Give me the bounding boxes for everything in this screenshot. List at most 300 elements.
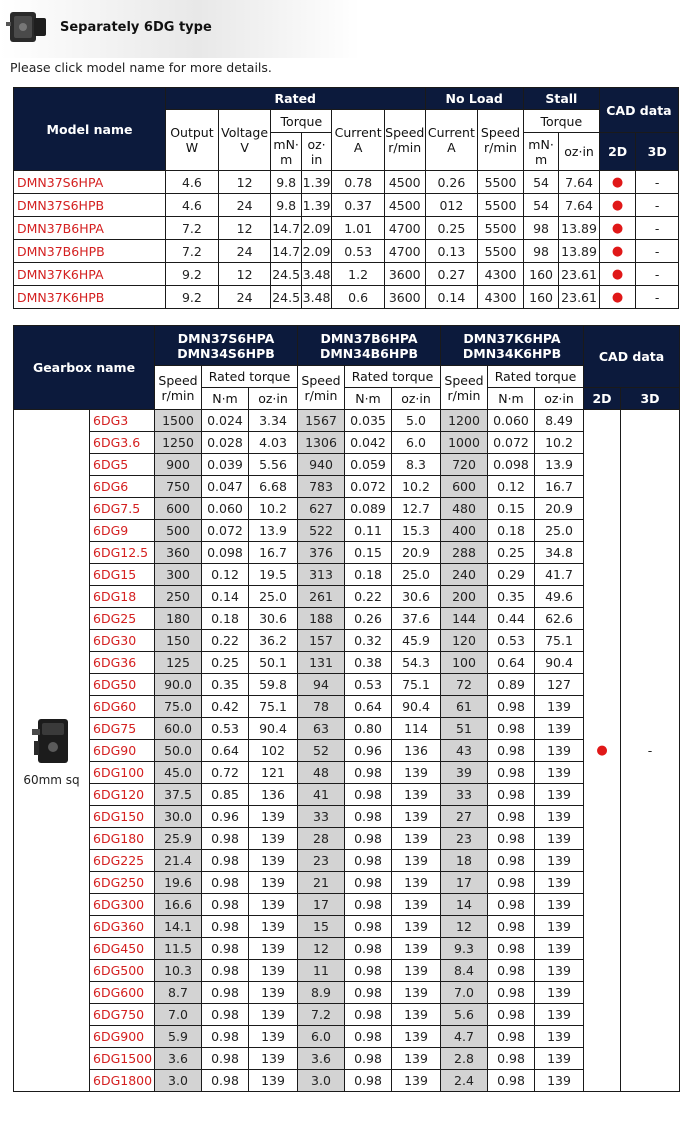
speed-k-value: 240 xyxy=(441,564,488,586)
stall-mnm-value: 160 xyxy=(523,263,558,286)
ozin-k-value: 139 xyxy=(535,828,584,850)
nm-k-value: 0.98 xyxy=(488,762,535,784)
speed-b-value: 3.0 xyxy=(298,1070,345,1092)
speed-k-value: 12 xyxy=(441,916,488,938)
speed-s-value: 19.6 xyxy=(155,872,202,894)
nm-b-value: 0.98 xyxy=(345,894,392,916)
torque-mnm-value: 24.5 xyxy=(271,263,301,286)
speed-b-value: 3.6 xyxy=(298,1048,345,1070)
header-rated-torque-s: Rated torque xyxy=(202,366,298,388)
voltage-value: 24 xyxy=(218,194,271,217)
header-voltage: Voltage V xyxy=(218,110,271,171)
speed-s-value: 500 xyxy=(155,520,202,542)
ozin-b-value: 114 xyxy=(392,718,441,740)
nm-s-value: 0.98 xyxy=(202,850,249,872)
speed-k-value: 23 xyxy=(441,828,488,850)
cad-2d-link[interactable]: ● xyxy=(599,194,635,217)
ozin-s-value: 50.1 xyxy=(249,652,298,674)
current-value: 1.01 xyxy=(332,217,385,240)
speed-value: 4500 xyxy=(384,194,425,217)
model-name-link[interactable]: DMN37B6HPA xyxy=(14,217,166,240)
cad-3d-value: - xyxy=(636,217,679,240)
nm-b-value: 0.98 xyxy=(345,806,392,828)
nm-s-value: 0.96 xyxy=(202,806,249,828)
speed-b-value: 188 xyxy=(298,608,345,630)
speed-k-value: 7.0 xyxy=(441,982,488,1004)
ozin-s-value: 121 xyxy=(249,762,298,784)
nm-k-value: 0.98 xyxy=(488,916,535,938)
table-row xyxy=(14,608,680,630)
speed-s-value: 150 xyxy=(155,630,202,652)
nm-s-value: 0.42 xyxy=(202,696,249,718)
ozin-k-value: 139 xyxy=(535,916,584,938)
gearbox-name-link[interactable]: 6DG360 xyxy=(90,916,155,938)
gearbox-name-link[interactable]: 6DG180 xyxy=(90,828,155,850)
stall-ozin-value: 23.61 xyxy=(559,263,600,286)
model-name-link[interactable]: DMN37S6HPA xyxy=(14,171,166,194)
table-row xyxy=(14,784,680,806)
gearbox-product-photo xyxy=(30,715,74,767)
gearbox-name-link[interactable]: 6DG1500 xyxy=(90,1048,155,1070)
ozin-s-value: 59.8 xyxy=(249,674,298,696)
ozin-k-value: 139 xyxy=(535,960,584,982)
speed-b-value: 21 xyxy=(298,872,345,894)
table-row xyxy=(14,894,680,916)
nm-k-value: 0.98 xyxy=(488,982,535,1004)
nm-b-value: 0.15 xyxy=(345,542,392,564)
current-value: 0.78 xyxy=(332,171,385,194)
cad-2d-link[interactable]: ● xyxy=(599,240,635,263)
ozin-k-value: 8.49 xyxy=(535,410,584,432)
header-ozin-b: oz·in xyxy=(392,388,441,410)
speed-k-value: 288 xyxy=(441,542,488,564)
ozin-s-value: 139 xyxy=(249,1070,298,1092)
ozin-k-value: 62.6 xyxy=(535,608,584,630)
ozin-b-value: 139 xyxy=(392,1048,441,1070)
gearbox-name-link[interactable]: 6DG90 xyxy=(90,740,155,762)
gearbox-name-link[interactable]: 6DG300 xyxy=(90,894,155,916)
table-row xyxy=(14,1004,680,1026)
gearbox-name-link[interactable]: 6DG3 xyxy=(90,410,155,432)
nm-k-value: 0.060 xyxy=(488,410,535,432)
ozin-k-value: 139 xyxy=(535,1026,584,1048)
ozin-b-value: 10.2 xyxy=(392,476,441,498)
nm-s-value: 0.98 xyxy=(202,982,249,1004)
speed-b-value: 11 xyxy=(298,960,345,982)
speed-b-value: 78 xyxy=(298,696,345,718)
nm-k-value: 0.98 xyxy=(488,696,535,718)
ozin-b-value: 139 xyxy=(392,894,441,916)
stall-ozin-value: 23.61 xyxy=(559,286,600,309)
nm-s-value: 0.098 xyxy=(202,542,249,564)
nm-s-value: 0.64 xyxy=(202,740,249,762)
nm-b-value: 0.98 xyxy=(345,784,392,806)
nm-s-value: 0.98 xyxy=(202,1026,249,1048)
ozin-s-value: 139 xyxy=(249,850,298,872)
speed-b-value: 627 xyxy=(298,498,345,520)
motor-spec-table xyxy=(13,87,679,309)
header-nm-b: N·m xyxy=(345,388,392,410)
nm-s-value: 0.12 xyxy=(202,564,249,586)
model-name-link[interactable]: DMN37S6HPB xyxy=(14,194,166,217)
nm-b-value: 0.98 xyxy=(345,1026,392,1048)
nm-s-value: 0.98 xyxy=(202,1004,249,1026)
cad-3d-value: - xyxy=(636,171,679,194)
speed-s-value: 14.1 xyxy=(155,916,202,938)
nm-s-value: 0.039 xyxy=(202,454,249,476)
header-torque-mnm: mN· m xyxy=(271,133,301,171)
gearbox-size-label: 60mm sq xyxy=(23,772,80,787)
gear-cad-2d-link[interactable]: ● xyxy=(584,410,621,1092)
gearbox-name-link[interactable]: 6DG120 xyxy=(90,784,155,806)
ozin-k-value: 20.9 xyxy=(535,498,584,520)
nm-s-value: 0.028 xyxy=(202,432,249,454)
table-row xyxy=(14,1026,680,1048)
table-row xyxy=(14,762,680,784)
speed-k-value: 5.6 xyxy=(441,1004,488,1026)
nm-s-value: 0.72 xyxy=(202,762,249,784)
nm-k-value: 0.98 xyxy=(488,1026,535,1048)
nm-k-value: 0.098 xyxy=(488,454,535,476)
cad-3d-value: - xyxy=(636,194,679,217)
nm-b-value: 0.98 xyxy=(345,960,392,982)
gearbox-name-link[interactable]: 6DG1800 xyxy=(90,1070,155,1092)
stall-mnm-value: 160 xyxy=(523,286,558,309)
torque-mnm-value: 24.5 xyxy=(271,286,301,309)
nm-k-value: 0.072 xyxy=(488,432,535,454)
nm-k-value: 0.25 xyxy=(488,542,535,564)
ozin-b-value: 45.9 xyxy=(392,630,441,652)
table-row xyxy=(14,916,680,938)
gearbox-name-link[interactable]: 6DG12.5 xyxy=(90,542,155,564)
nm-b-value: 0.98 xyxy=(345,1070,392,1092)
nm-b-value: 0.38 xyxy=(345,652,392,674)
ozin-s-value: 139 xyxy=(249,938,298,960)
nm-k-value: 0.98 xyxy=(488,1048,535,1070)
table-row xyxy=(14,938,680,960)
gearbox-name-link[interactable]: 6DG450 xyxy=(90,938,155,960)
stall-mnm-value: 98 xyxy=(523,240,558,263)
speed-k-value: 144 xyxy=(441,608,488,630)
speed-k-value: 1200 xyxy=(441,410,488,432)
speed-k-value: 480 xyxy=(441,498,488,520)
ozin-b-value: 15.3 xyxy=(392,520,441,542)
speed-k-value: 100 xyxy=(441,652,488,674)
ozin-k-value: 139 xyxy=(535,938,584,960)
nm-b-value: 0.98 xyxy=(345,916,392,938)
speed-s-value: 11.5 xyxy=(155,938,202,960)
speed-b-value: 15 xyxy=(298,916,345,938)
ozin-k-value: 13.9 xyxy=(535,454,584,476)
cad-3d-value: - xyxy=(636,263,679,286)
stall-ozin-value: 7.64 xyxy=(559,171,600,194)
ozin-b-value: 139 xyxy=(392,784,441,806)
table-row xyxy=(14,982,680,1004)
table-row xyxy=(14,171,679,194)
speed-s-value: 1500 xyxy=(155,410,202,432)
table-row xyxy=(14,286,679,309)
gearbox-name-link[interactable]: 6DG225 xyxy=(90,850,155,872)
speed-k-value: 39 xyxy=(441,762,488,784)
header-speed-s: Speed r/min xyxy=(155,366,202,410)
ozin-s-value: 90.4 xyxy=(249,718,298,740)
speed-b-value: 41 xyxy=(298,784,345,806)
speed-s-value: 250 xyxy=(155,586,202,608)
gearbox-name-link[interactable]: 6DG36 xyxy=(90,652,155,674)
output-value: 7.2 xyxy=(166,217,219,240)
header-ozin-s: oz·in xyxy=(249,388,298,410)
model-name-link[interactable]: DMN37K6HPA xyxy=(14,263,166,286)
ozin-b-value: 139 xyxy=(392,872,441,894)
ozin-b-value: 139 xyxy=(392,938,441,960)
speed-k-value: 720 xyxy=(441,454,488,476)
output-value: 9.2 xyxy=(166,263,219,286)
ozin-s-value: 139 xyxy=(249,894,298,916)
header-noload-speed: Speed r/min xyxy=(478,110,524,171)
gearbox-name-link[interactable]: 6DG30 xyxy=(90,630,155,652)
table-row xyxy=(14,194,679,217)
ozin-s-value: 10.2 xyxy=(249,498,298,520)
header-current: Current A xyxy=(332,110,385,171)
ozin-s-value: 19.5 xyxy=(249,564,298,586)
table-row xyxy=(14,1070,680,1092)
model-name-link[interactable]: DMN37B6HPB xyxy=(14,240,166,263)
header-ozin-k: oz·in xyxy=(535,388,584,410)
header-stall-ozin: oz·in xyxy=(559,133,600,171)
speed-s-value: 180 xyxy=(155,608,202,630)
speed-s-value: 750 xyxy=(155,476,202,498)
header-gear-cad-3d: 3D xyxy=(621,388,680,410)
nm-b-value: 0.059 xyxy=(345,454,392,476)
nm-b-value: 0.98 xyxy=(345,872,392,894)
table-row xyxy=(14,410,680,432)
nm-b-value: 0.32 xyxy=(345,630,392,652)
torque-ozin-value: 1.39 xyxy=(301,194,331,217)
nm-s-value: 0.98 xyxy=(202,1048,249,1070)
ozin-k-value: 10.2 xyxy=(535,432,584,454)
gearbox-name-link[interactable]: 6DG250 xyxy=(90,872,155,894)
speed-k-value: 600 xyxy=(441,476,488,498)
nm-k-value: 0.98 xyxy=(488,784,535,806)
speed-value: 3600 xyxy=(384,263,425,286)
noload-speed-value: 5500 xyxy=(478,194,524,217)
nm-k-value: 0.98 xyxy=(488,1070,535,1092)
speed-s-value: 50.0 xyxy=(155,740,202,762)
cad-2d-link[interactable]: ● xyxy=(599,286,635,309)
speed-k-value: 61 xyxy=(441,696,488,718)
speed-k-value: 9.3 xyxy=(441,938,488,960)
noload-current-value: 0.25 xyxy=(425,217,478,240)
nm-k-value: 0.89 xyxy=(488,674,535,696)
gearbox-name-link[interactable]: 6DG100 xyxy=(90,762,155,784)
torque-ozin-value: 3.48 xyxy=(301,286,331,309)
table-row xyxy=(14,718,680,740)
header-cad-2d: 2D xyxy=(599,133,635,171)
gearbox-name-link[interactable]: 6DG150 xyxy=(90,806,155,828)
speed-s-value: 3.6 xyxy=(155,1048,202,1070)
table-row xyxy=(14,263,679,286)
ozin-b-value: 12.7 xyxy=(392,498,441,520)
nm-k-value: 0.98 xyxy=(488,960,535,982)
header-gear-cad-data: CAD data xyxy=(584,326,680,388)
table-row xyxy=(14,740,680,762)
header-speed-k: Speed r/min xyxy=(441,366,488,410)
ozin-k-value: 139 xyxy=(535,806,584,828)
speed-s-value: 8.7 xyxy=(155,982,202,1004)
speed-k-value: 2.8 xyxy=(441,1048,488,1070)
nm-s-value: 0.98 xyxy=(202,828,249,850)
speed-b-value: 157 xyxy=(298,630,345,652)
header-output: Output W xyxy=(166,110,219,171)
speed-b-value: 131 xyxy=(298,652,345,674)
speed-b-value: 376 xyxy=(298,542,345,564)
ozin-s-value: 102 xyxy=(249,740,298,762)
speed-s-value: 5.9 xyxy=(155,1026,202,1048)
gearbox-name-link[interactable]: 6DG6 xyxy=(90,476,155,498)
nm-s-value: 0.53 xyxy=(202,718,249,740)
cad-2d-link[interactable]: ● xyxy=(599,217,635,240)
speed-b-value: 48 xyxy=(298,762,345,784)
speed-k-value: 17 xyxy=(441,872,488,894)
speed-k-value: 14 xyxy=(441,894,488,916)
table-row xyxy=(14,674,680,696)
gearbox-name-link[interactable]: 6DG750 xyxy=(90,1004,155,1026)
header-speed-b: Speed r/min xyxy=(298,366,345,410)
current-value: 0.53 xyxy=(332,240,385,263)
torque-mnm-value: 9.8 xyxy=(271,171,301,194)
speed-k-value: 27 xyxy=(441,806,488,828)
header-model-name: Model name xyxy=(14,88,166,171)
ozin-s-value: 139 xyxy=(249,960,298,982)
nm-k-value: 0.29 xyxy=(488,564,535,586)
gearbox-name-link[interactable]: 6DG7.5 xyxy=(90,498,155,520)
ozin-s-value: 139 xyxy=(249,872,298,894)
table-row xyxy=(14,240,679,263)
speed-b-value: 17 xyxy=(298,894,345,916)
speed-k-value: 200 xyxy=(441,586,488,608)
ozin-s-value: 25.0 xyxy=(249,586,298,608)
nm-b-value: 0.53 xyxy=(345,674,392,696)
gearbox-name-link[interactable]: 6DG18 xyxy=(90,586,155,608)
torque-mnm-value: 14.7 xyxy=(271,240,301,263)
gearbox-name-link[interactable]: 6DG50 xyxy=(90,674,155,696)
noload-current-value: 012 xyxy=(425,194,478,217)
ozin-b-value: 136 xyxy=(392,740,441,762)
stall-mnm-value: 98 xyxy=(523,217,558,240)
gearbox-name-link[interactable]: 6DG15 xyxy=(90,564,155,586)
speed-value: 4700 xyxy=(384,240,425,263)
speed-s-value: 37.5 xyxy=(155,784,202,806)
ozin-s-value: 16.7 xyxy=(249,542,298,564)
gearbox-name-link[interactable]: 6DG5 xyxy=(90,454,155,476)
voltage-value: 24 xyxy=(218,286,271,309)
ozin-k-value: 139 xyxy=(535,696,584,718)
ozin-s-value: 6.68 xyxy=(249,476,298,498)
speed-b-value: 94 xyxy=(298,674,345,696)
gear-cad-3d-value: - xyxy=(621,410,680,1092)
voltage-value: 12 xyxy=(218,217,271,240)
gearbox-name-link[interactable]: 6DG3.6 xyxy=(90,432,155,454)
gearbox-name-link[interactable]: 6DG75 xyxy=(90,718,155,740)
speed-s-value: 125 xyxy=(155,652,202,674)
gearbox-name-link[interactable]: 6DG60 xyxy=(90,696,155,718)
ozin-b-value: 139 xyxy=(392,960,441,982)
nm-b-value: 0.98 xyxy=(345,828,392,850)
ozin-k-value: 139 xyxy=(535,1004,584,1026)
ozin-k-value: 139 xyxy=(535,872,584,894)
ozin-s-value: 30.6 xyxy=(249,608,298,630)
speed-s-value: 45.0 xyxy=(155,762,202,784)
noload-speed-value: 5500 xyxy=(478,217,524,240)
cad-2d-link[interactable]: ● xyxy=(599,263,635,286)
header-group-s: DMN37S6HPA DMN34S6HPB xyxy=(155,326,298,366)
torque-ozin-value: 1.39 xyxy=(301,171,331,194)
speed-b-value: 7.2 xyxy=(298,1004,345,1026)
gearbox-name-link[interactable]: 6DG600 xyxy=(90,982,155,1004)
ozin-s-value: 139 xyxy=(249,1004,298,1026)
ozin-b-value: 139 xyxy=(392,916,441,938)
table-row xyxy=(14,520,680,542)
nm-b-value: 0.035 xyxy=(345,410,392,432)
table-row xyxy=(14,498,680,520)
nm-b-value: 0.042 xyxy=(345,432,392,454)
torque-mnm-value: 14.7 xyxy=(271,217,301,240)
ozin-s-value: 139 xyxy=(249,916,298,938)
speed-s-value: 300 xyxy=(155,564,202,586)
gearbox-spec-table xyxy=(13,325,680,1092)
torque-ozin-value: 3.48 xyxy=(301,263,331,286)
gearbox-name-link[interactable]: 6DG900 xyxy=(90,1026,155,1048)
current-value: 0.37 xyxy=(332,194,385,217)
ozin-s-value: 36.2 xyxy=(249,630,298,652)
nm-s-value: 0.14 xyxy=(202,586,249,608)
ozin-s-value: 3.34 xyxy=(249,410,298,432)
cad-2d-link[interactable]: ● xyxy=(599,171,635,194)
noload-speed-value: 5500 xyxy=(478,240,524,263)
speed-k-value: 400 xyxy=(441,520,488,542)
noload-speed-value: 4300 xyxy=(478,286,524,309)
gearbox-name-link[interactable]: 6DG9 xyxy=(90,520,155,542)
model-name-link[interactable]: DMN37K6HPB xyxy=(14,286,166,309)
noload-speed-value: 4300 xyxy=(478,263,524,286)
ozin-s-value: 139 xyxy=(249,982,298,1004)
stall-mnm-value: 54 xyxy=(523,194,558,217)
header-no-load: No Load xyxy=(425,88,523,110)
nm-s-value: 0.060 xyxy=(202,498,249,520)
ozin-b-value: 37.6 xyxy=(392,608,441,630)
speed-k-value: 51 xyxy=(441,718,488,740)
ozin-b-value: 139 xyxy=(392,1004,441,1026)
torque-ozin-value: 2.09 xyxy=(301,240,331,263)
ozin-s-value: 13.9 xyxy=(249,520,298,542)
speed-b-value: 63 xyxy=(298,718,345,740)
gearbox-name-link[interactable]: 6DG500 xyxy=(90,960,155,982)
nm-b-value: 0.96 xyxy=(345,740,392,762)
cad-3d-value: - xyxy=(636,240,679,263)
gearbox-name-link[interactable]: 6DG25 xyxy=(90,608,155,630)
ozin-s-value: 139 xyxy=(249,806,298,828)
nm-s-value: 0.072 xyxy=(202,520,249,542)
ozin-k-value: 16.7 xyxy=(535,476,584,498)
speed-s-value: 360 xyxy=(155,542,202,564)
nm-b-value: 0.98 xyxy=(345,938,392,960)
speed-b-value: 23 xyxy=(298,850,345,872)
speed-k-value: 120 xyxy=(441,630,488,652)
current-value: 1.2 xyxy=(332,263,385,286)
nm-b-value: 0.072 xyxy=(345,476,392,498)
nm-k-value: 0.15 xyxy=(488,498,535,520)
nm-k-value: 0.98 xyxy=(488,938,535,960)
